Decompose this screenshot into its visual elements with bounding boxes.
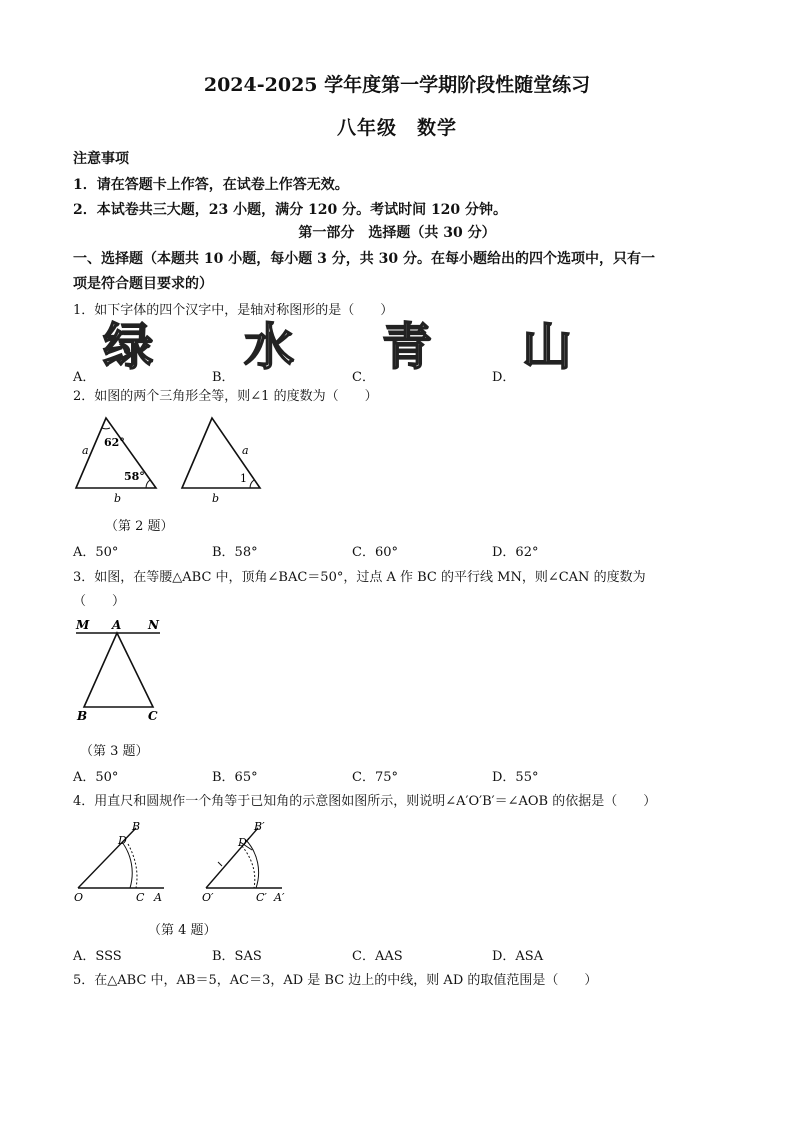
q1-glyph-d: 山 xyxy=(522,318,572,376)
q1-option-b: B． xyxy=(212,370,235,385)
q5-stem: 5．在△ABC 中，AB＝5，AC＝3，AD 是 BC 边上的中线，则 AD 的取值范围是（ ） xyxy=(73,973,598,988)
q4-label-d: D xyxy=(118,834,127,847)
q3-option-b: B．65° xyxy=(212,770,258,785)
q4-label-a: A xyxy=(154,891,162,904)
notes-heading: 注意事项 xyxy=(73,151,129,167)
q4-option-a: A．SSS xyxy=(73,949,122,964)
q1-option-d: D． xyxy=(492,370,516,385)
q3-label-a: A xyxy=(112,618,122,632)
q4-option-c: C．AAS xyxy=(352,949,403,964)
q1-option-c: C． xyxy=(352,370,375,385)
q4-label-b2: B′ xyxy=(254,820,265,833)
q2-label-b2: b xyxy=(212,492,220,505)
q3-label-b: B xyxy=(77,709,88,723)
q3-label-n: N xyxy=(148,618,159,632)
q1-stem: 1．如下字体的四个汉字中，是轴对称图形的是（ ） xyxy=(73,303,394,318)
q2-label-a: a xyxy=(82,444,89,457)
section-heading-line2: 项是符合题目要求的） xyxy=(73,276,213,292)
q2-label-1: 1 xyxy=(240,472,247,485)
q3-figure xyxy=(70,614,170,726)
q3-stem-line1: 3．如图，在等腰△ABC 中，顶角∠BAC＝50°，过点 A 作 BC 的平行线 MN，则∠CAN 的度数为 xyxy=(73,570,646,585)
q2-option-c: C．60° xyxy=(352,545,398,560)
q1-glyph-a: 绿 xyxy=(103,318,153,376)
q3-option-d: D．55° xyxy=(492,770,539,785)
page-subtitle: 八年级 数学 xyxy=(336,117,457,139)
q3-option-a: A．50° xyxy=(73,770,119,785)
q1-glyph-c: 青 xyxy=(382,318,432,376)
notes-item-2: 2．本试卷共三大题，23 小题，满分 120 分。考试时间 120 分钟。 xyxy=(73,202,508,218)
q4-caption: （第 4 题） xyxy=(148,923,217,938)
q2-caption: （第 2 题） xyxy=(105,519,174,534)
q2-option-b: B．58° xyxy=(212,545,258,560)
q3-caption: （第 3 题） xyxy=(80,744,149,759)
q2-figure xyxy=(70,410,270,510)
q4-option-d: D．ASA xyxy=(492,949,544,964)
q2-label-58: 58° xyxy=(124,470,145,483)
q1-glyph-b: 水 xyxy=(244,318,294,376)
q2-label-a2: a xyxy=(242,444,249,457)
q2-label-b: b xyxy=(114,492,122,505)
q3-triangle xyxy=(84,633,153,707)
section-heading-line1: 一、选择题（本题共 10 小题，每小题 3 分，共 30 分。在每小题给出的四个选项中，只有一 xyxy=(73,251,655,267)
q2-label-62: 62° xyxy=(104,436,125,449)
q3-label-m: M xyxy=(76,618,90,632)
q4-label-c2: C′ xyxy=(256,891,267,904)
q2-stem: 2．如图的两个三角形全等，则∠1 的度数为（ ） xyxy=(73,389,378,404)
part1-heading: 第一部分 选择题（共 30 分） xyxy=(298,225,496,241)
q4-option-b: B．SAS xyxy=(212,949,262,964)
q1-option-a: A． xyxy=(73,370,96,385)
q4-label-c: C xyxy=(136,891,145,904)
q4-label-o: O xyxy=(74,891,84,904)
q4-label-b: B xyxy=(132,820,141,833)
page-title: 2024-2025 学年度第一学期阶段性随堂练习 xyxy=(203,74,591,96)
q4-label-d2: D′ xyxy=(238,836,250,849)
q3-option-c: C．75° xyxy=(352,770,398,785)
q2-option-d: D．62° xyxy=(492,545,539,560)
q4-label-a2: A′ xyxy=(274,891,285,904)
q4-stem: 4．用直尺和圆规作一个角等于已知角的示意图如图所示，则说明∠A′O′B′＝∠AOB 的依据是（ ） xyxy=(73,794,657,809)
q4-label-o2: O′ xyxy=(202,891,214,904)
q3-stem-line2: （ ） xyxy=(73,594,126,609)
q3-label-c: C xyxy=(148,709,158,723)
notes-item-1: 1．请在答题卡上作答，在试卷上作答无效。 xyxy=(73,177,349,193)
q2-option-a: A．50° xyxy=(73,545,119,560)
q4-figure xyxy=(70,816,300,908)
